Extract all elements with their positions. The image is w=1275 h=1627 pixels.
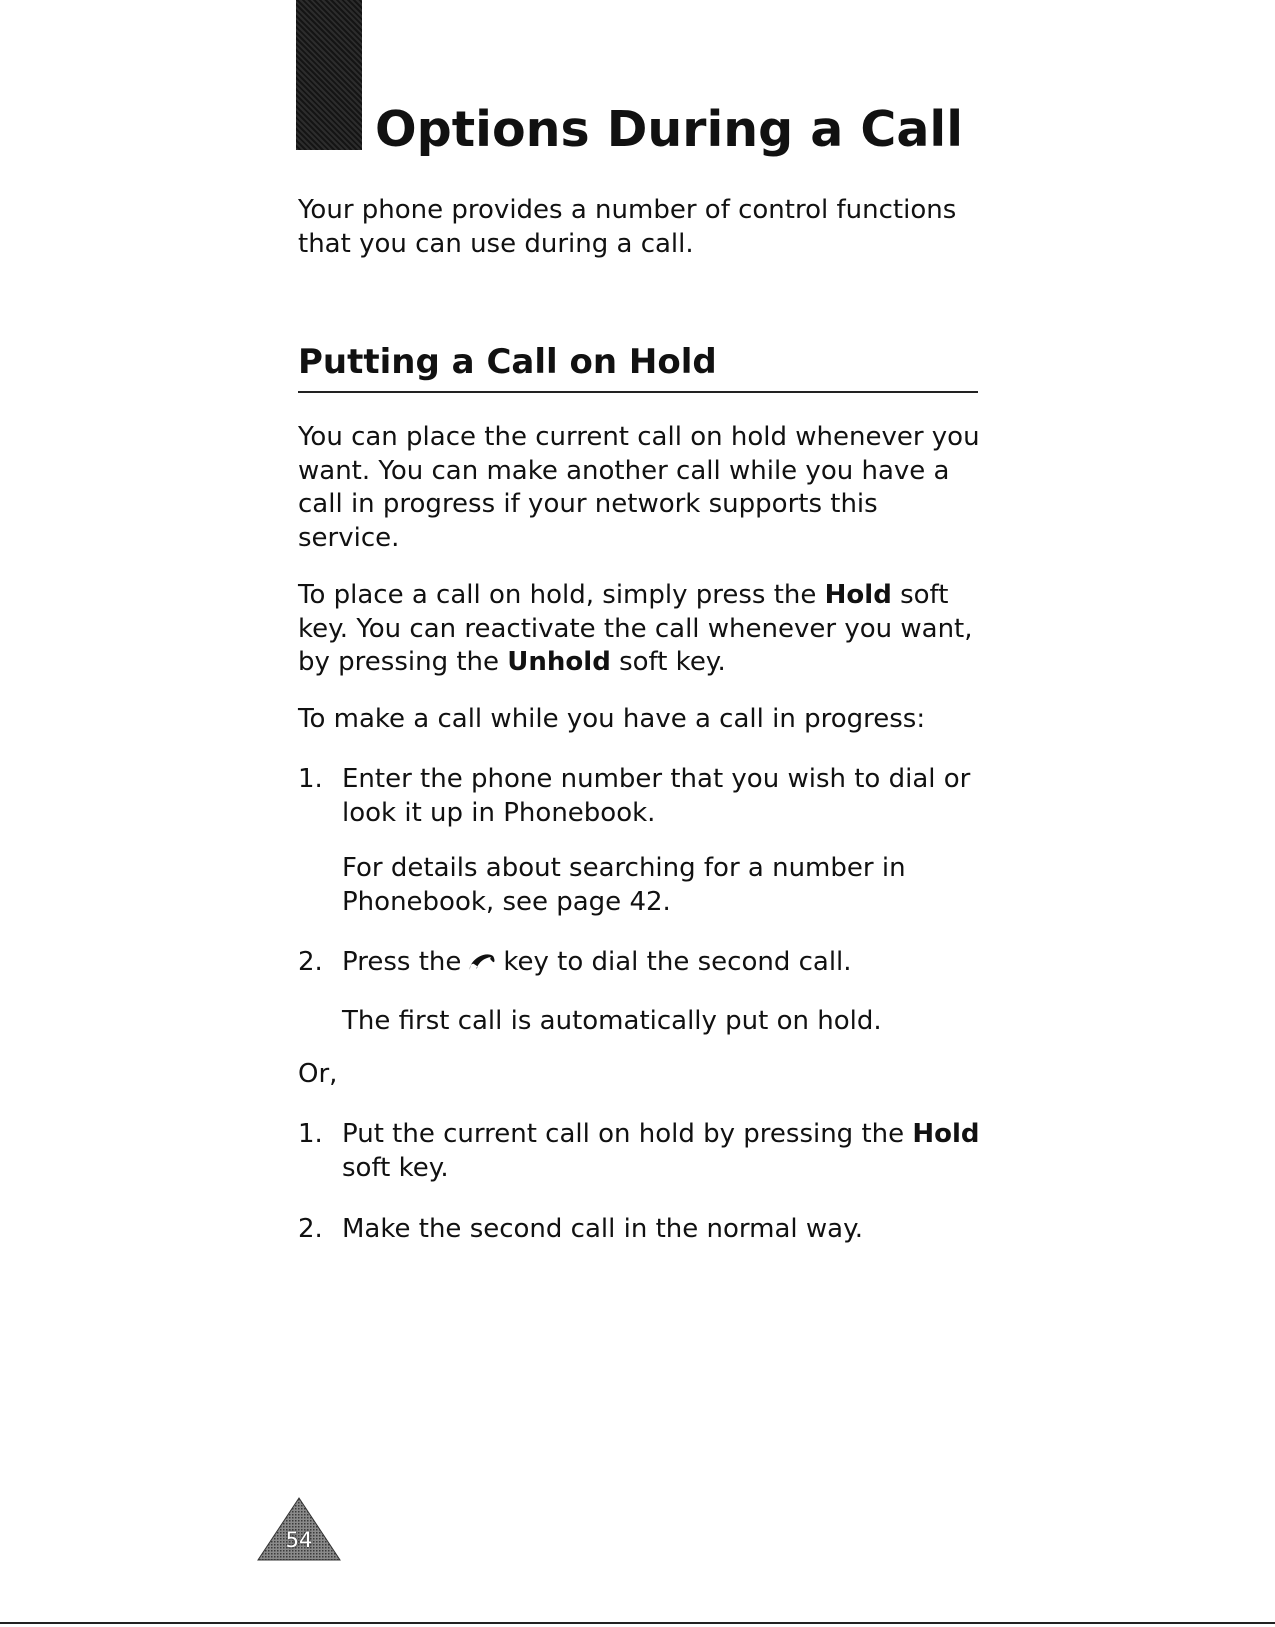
section-divider (298, 391, 978, 393)
second-call-intro: To make a call while you have a call in progress: (298, 704, 926, 734)
list-item (298, 763, 978, 833)
unhold-key-label: Unhold (507, 647, 611, 677)
page-number-badge (256, 1496, 342, 1562)
intro-line: that you can use during a call. (298, 228, 694, 259)
paragraph-line: key. You can reactivate the call whenever you want, (298, 613, 973, 644)
list-item (298, 946, 978, 982)
step-text: Press the (342, 947, 462, 977)
step-line: soft key. (342, 1152, 449, 1183)
step-number: 2. (298, 947, 323, 977)
chapter-marker-bar (296, 0, 362, 150)
hold-key-label: Hold (912, 1119, 980, 1149)
step-note: The first call is automatically put on hold. (342, 1006, 882, 1036)
step-body (342, 1213, 863, 1247)
text-run: soft (891, 580, 949, 610)
list-item (298, 1213, 978, 1249)
step-line: Enter the phone number that you wish to dial or (342, 764, 971, 794)
intro-paragraph (298, 194, 956, 261)
paragraph-line: service. (298, 522, 400, 553)
text-run: To place a call on hold, simply press the (298, 580, 825, 610)
note-line: Phonebook, see page 42. (342, 886, 671, 917)
paragraph-line: want. You can make another call while you have a (298, 455, 950, 486)
step-number: 2. (298, 1214, 323, 1244)
paragraph-line: call in progress if your network supports this (298, 489, 878, 519)
text-run: Put the current call on hold by pressing the (342, 1119, 913, 1149)
note-line: For details about searching for a number in (342, 853, 906, 883)
page-number: 54 (285, 1528, 313, 1552)
step-body (342, 946, 852, 980)
bottom-border (0, 1622, 1275, 1624)
text-run: soft key. (610, 647, 726, 677)
text-run: by pressing the (298, 647, 508, 677)
step-line: Make the second call in the normal way. (342, 1214, 864, 1244)
intro-line: Your phone provides a number of control functions (298, 195, 957, 225)
hold-instructions-paragraph (298, 579, 973, 680)
step-body (342, 1118, 980, 1185)
step-body (342, 763, 970, 830)
hold-description-paragraph (298, 421, 980, 555)
send-key-handset-icon (467, 949, 497, 971)
step-number: 1. (298, 1119, 323, 1149)
step-line: look it up in Phonebook. (342, 797, 656, 828)
section-heading: Putting a Call on Hold (298, 342, 717, 382)
paragraph-line (298, 646, 973, 680)
list-item (298, 1118, 978, 1188)
paragraph-line: You can place the current call on hold whenever you (298, 422, 980, 452)
or-separator: Or, (298, 1059, 338, 1089)
step-note (342, 852, 906, 919)
step-number: 1. (298, 764, 323, 794)
paragraph-line (298, 579, 973, 613)
step-line (342, 1118, 980, 1152)
chapter-title: Options During a Call (375, 101, 963, 158)
hold-key-label: Hold (824, 580, 892, 610)
step-text: key to dial the second call. (503, 947, 852, 977)
